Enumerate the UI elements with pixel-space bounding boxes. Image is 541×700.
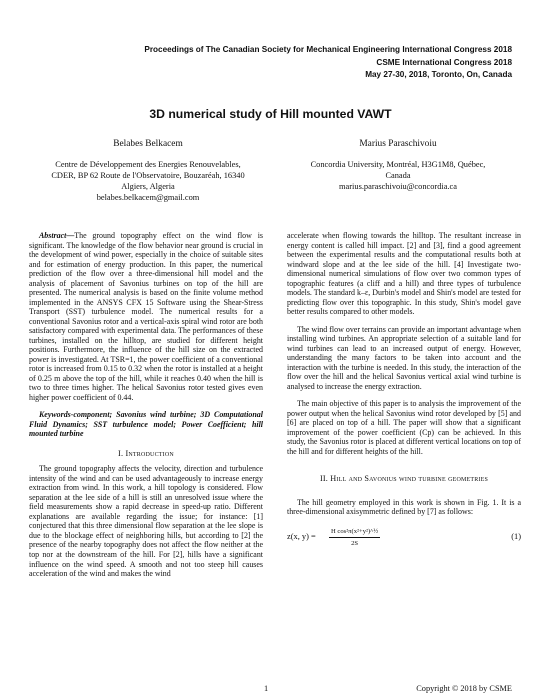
section-heading-geometries: II. Hill and Savonius wind turbine geometries [319, 474, 489, 484]
conference-name-line: CSME International Congress 2018 [376, 57, 512, 67]
author-affiliation-line: Centre de Développement des Energies Renouvelables, [55, 160, 241, 169]
author-affiliation-line: CDER, BP 62 Route de l'Observatoire, Bouzaréah, 16340 [51, 171, 245, 180]
author-email: marius.paraschivoiu@concordia.ca [339, 182, 457, 191]
abstract [29, 231, 263, 402]
paper-title: 3D numerical study of Hill mounted VAWT [149, 107, 392, 121]
author-affiliation-line: Algiers, Algeria [121, 182, 175, 191]
conference-date-line: May 27-30, 2018, Toronto, On, Canada [365, 70, 512, 80]
author-name: Marius Paraschivoiu [359, 139, 437, 149]
intro-paragraph: The ground topography affects the velocity, direction and turbulence intensity of the wind and can be used advantageously to increase energy extraction from wind. In this work, a hill topology is considered. Flow separation at the lee side of a hill is still an unresolved issue where the field measurements show a rapid decrease in speed-up ratio. Different explanations are available regarding the issue; for instance: [1] conjectured that this three dimensional flow separation at the lee slope is due to the blockage effect of neighboring hills, but according to [2] the presence of the nearby topography does not affect the flow neither at the top nor at the downstream of the hill. For [2], hills have a significant influence on the wind speed. A smooth and not too steep hill causes acceleration of the wind and makes the wind [29, 464, 263, 579]
intro-paragraph-continued: accelerate when flowing towards the hilltop. The resultant increase in energy content is called hill impact. [2] and [3], find a good agreement between the experimental results and the computational results both at windward slope and at the lee side of the hill. [4] Investigate two-dimensional numerical simulations of flow over two common types of topographic features (a cliff and a hill) and three types of turbulence models. The standard k–ε, Durbin's model and Shin's model are tested for predicting flow over this topographic. In this study, Shin's model gave better results compared to other models. [287, 231, 521, 317]
geometry-paragraph: The hill geometry employed in this work is shown in Fig. 1. It is a three-dimensional axisymmetric defined by [7] as follows: [287, 497, 521, 517]
intro-paragraph-3: The main objective of this paper is to analysis the improvement of the power output when the helical Savonius wind rotor developed by [5] and [6] are placed on top of a hill. The paper will show that a significant improvement of the power coefficient (Cp) can be achieved. In this study, the Savonius rotor is placed at different vertical locations on top of the hill and for different heights of the hill. [287, 399, 521, 456]
conference-proceedings-line: Proceedings of The Canadian Society for Mechanical Engineering International Congress 2018 [144, 45, 512, 54]
equation-number: (1) [511, 531, 521, 541]
copyright-notice: Copyright © 2018 by CSME [416, 684, 512, 693]
left-column [29, 231, 263, 579]
author-block-1 [28, 139, 268, 203]
page-number: 1 [264, 684, 269, 693]
conference-header [144, 44, 512, 82]
author-email: belabes.belkacem@gmail.com [96, 193, 200, 202]
equation-1 [287, 527, 521, 549]
author-block-2 [278, 139, 518, 192]
equation-denominator: 2S [351, 540, 359, 548]
abstract-label: Abstract— [39, 231, 75, 240]
right-column [287, 231, 521, 549]
section-heading-introduction: I. Introduction [118, 448, 174, 458]
abstract-text: The ground topography effect on the wind flow is significant. The knowledge of the flow behavior near ground is crucial in the development of wind power, especially in the choice of suitable sites and for estimation of energy production. In this paper, the numerical prediction of the flow over a three-dimensional hill model and the analysis of placement of Savonius turbines on top of the hill are presented. The numerical analysis is based on the finite volume method implemented in the ANSYS CFX 15 Software using the Shear-Stress Transport (SST) turbulence model. The numerical results for a conventional Savonius rotor and a vertical-axis spiral wind rotor are both satisfactory compared with experimental data. The performances of these turbines, installed on the hilltop, are studied for different height positions. Furthermore, the influence of the hill size on the extracted power is investigated. At TSR=1, the power coefficient of a conventional rotor is increased from 0.15 to 0.32 when the rotor is installed at a height of 0.25 m above the top of the hill, while it reaches 0.40 when the hill is two to three times higher. The helical Savonius rotor tested gives even higher power coefficient of 0.44. [29, 231, 263, 402]
author-affiliation-line: Concordia University, Montréal, H3G1M8, Québec, [310, 160, 486, 169]
keywords: Keywords-component; Savonius wind turbine; 3D Computational Fluid Dynamics; SST turbulence model; Power Coefficient; hill mounted turbine [29, 410, 263, 439]
equation-lhs: z(x, y) = [287, 531, 316, 541]
intro-paragraph-2: The wind flow over terrains can provide an important advantage when installing wind turbines. An appropriate selection of a suitable land for wind turbines can lead to an increased output of energy. However, understanding the many factors to be taken into account and the interaction with the turbine is needed. In this study, the interaction of the flow over the hill and the helical Savonius vertical axial wind turbine is analysed to increase the energy extraction. [287, 324, 521, 391]
equation-fraction [329, 527, 380, 549]
author-affiliation-line: Canada [385, 171, 411, 180]
author-name: Belabes Belkacem [113, 139, 183, 149]
equation-numerator: H cos²π(x²+y²)^½ [329, 527, 380, 539]
